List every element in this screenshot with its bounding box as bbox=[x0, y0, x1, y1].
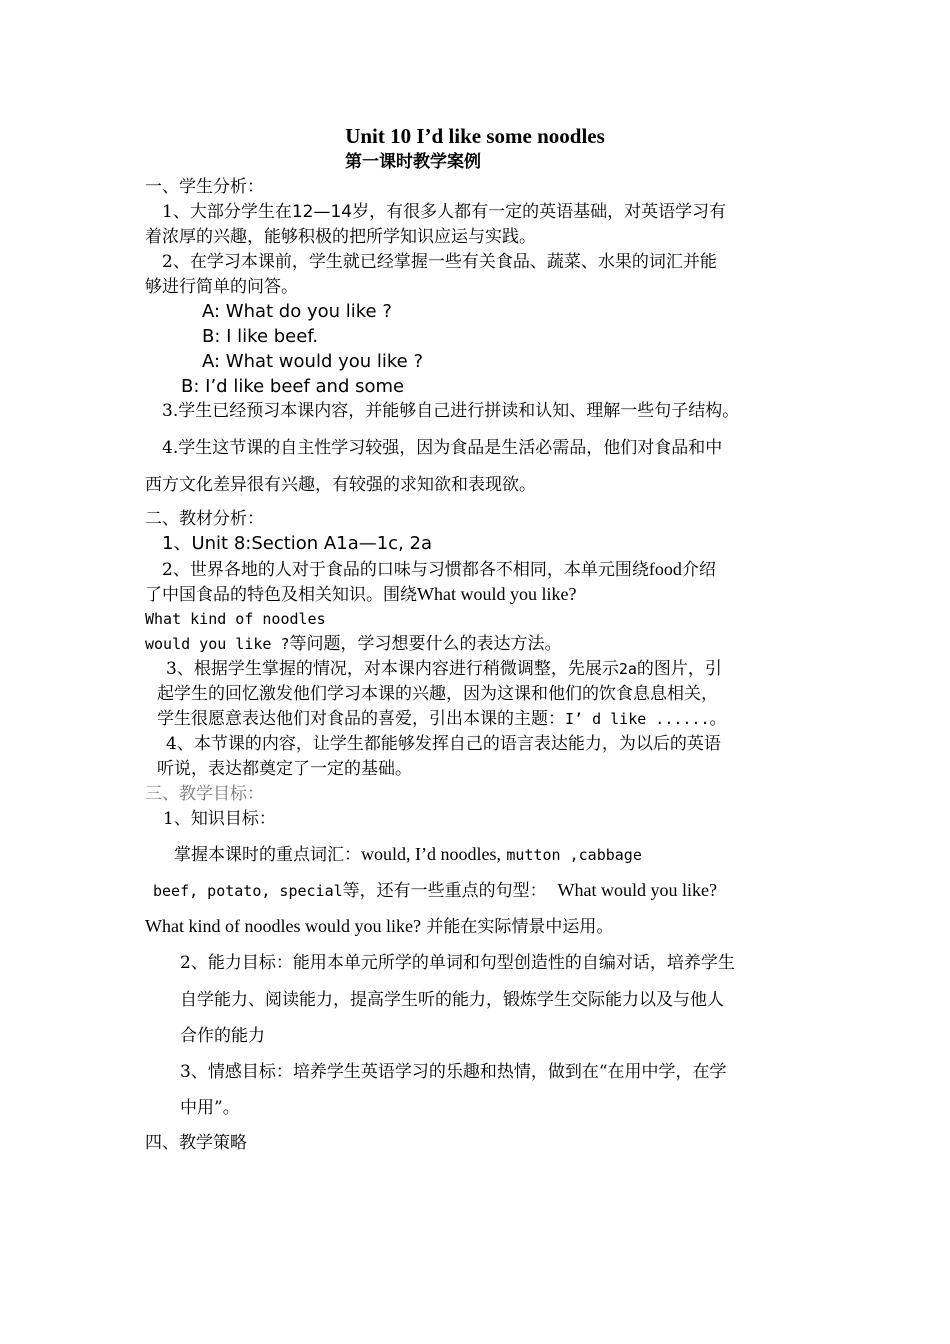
knowledge-goal-line-3: What kind of noodles would you like? 并能在实际情景中运用。 bbox=[145, 916, 614, 937]
s1-para-3: 3.学生已经预习本课内容，并能够自己进行拼读和认知、理解一些句子结构。 bbox=[162, 401, 740, 421]
emotion-goal-line-2: 中用”。 bbox=[180, 1098, 240, 1118]
section-4-heading: 四、教学策略 bbox=[145, 1133, 247, 1153]
dialogue-line-3: A: What would you like ? bbox=[202, 351, 424, 372]
s1-para-1-line-1: 1、大部分学生在12—14岁，有很多人都有一定的英语基础，对英语学习有 bbox=[162, 202, 727, 222]
knowledge-goal-line-2: beef, potato, special等，还有一些重点的句型： What would you like? bbox=[153, 880, 717, 901]
s1-para-1-line-2: 着浓厚的兴趣，能够积极的把所学知识应运与实践。 bbox=[145, 227, 536, 247]
s1-para-2-line-2: 够进行简单的问答。 bbox=[145, 277, 298, 297]
dialogue-line-4: B: I’d like beef and some bbox=[181, 376, 405, 397]
ability-goal-line-2: 自学能力、阅读能力，提高学生听的能力，锻炼学生交际能力以及与他人 bbox=[180, 990, 724, 1010]
doc-title: Unit 10 I’d like some noodles bbox=[345, 124, 605, 148]
s2-para-2-line-2: 了中国食品的特色及相关知识。围绕What would you like? bbox=[145, 584, 577, 605]
s2-para-2-line-1: 2、世界各地的人对于食品的口味与习惯都各不相同，本单元围绕food介绍 bbox=[162, 559, 716, 580]
s1-para-4-line-1: 4.学生这节课的自主性学习较强，因为食品是生活必需品，他们对食品和中 bbox=[162, 438, 723, 458]
ability-goal-line-1: 2、能力目标：能用本单元所学的单词和句型创造性的自编对话，培养学生 bbox=[180, 953, 735, 973]
dialogue-line-1: A: What do you like ? bbox=[202, 301, 392, 322]
s2-para-3-line-1: 3、根据学生掌握的情况，对本课内容进行稍微调整，先展示2a的图片，引 bbox=[166, 659, 722, 679]
emotion-goal-line-1: 3、情感目标：培养学生英语学习的乐趣和热情，做到在“在用中学，在学 bbox=[180, 1062, 727, 1082]
s1-para-4-line-2: 西方文化差异很有兴趣，有较强的求知欲和表现欲。 bbox=[145, 475, 536, 495]
s2-para-3-line-3: 学生很愿意表达他们对食品的喜爱，引出本课的主题：I’ d like ......。 bbox=[157, 709, 727, 729]
s2-para-4-line-1: 4、本节课的内容，让学生都能够发挥自己的语言表达能力，为以后的英语 bbox=[166, 734, 721, 754]
doc-subtitle: 第一课时教学案例 bbox=[345, 152, 481, 172]
s2-para-2-line-4: would you like ?等问题，学习想要什么的表达方法。 bbox=[145, 634, 562, 654]
section-3-heading: 三、教学目标： bbox=[145, 784, 264, 804]
s2-para-4-line-2: 听说，表达都奠定了一定的基础。 bbox=[157, 759, 412, 779]
knowledge-goal-heading: 1、知识目标： bbox=[163, 809, 276, 829]
section-2-heading: 二、教材分析： bbox=[145, 509, 264, 529]
s1-para-2-line-1: 2、在学习本课前，学生就已经掌握一些有关食品、蔬菜、水果的词汇并能 bbox=[162, 252, 717, 272]
knowledge-goal-line-1: 掌握本课时的重点词汇：would, I’d noodles, mutton ,cabbage bbox=[174, 844, 642, 865]
s2-para-2-line-3: What kind of noodles bbox=[145, 610, 326, 628]
section-1-heading: 一、学生分析： bbox=[145, 177, 264, 197]
s2-para-1: 1、Unit 8:Section A1a—1c, 2a bbox=[162, 533, 432, 554]
dialogue-line-2: B: I like beef. bbox=[202, 326, 319, 347]
s2-para-3-line-2: 起学生的回忆激发他们学习本课的兴趣，因为这课和他们的饮食息息相关， bbox=[157, 684, 718, 704]
ability-goal-line-3: 合作的能力 bbox=[180, 1026, 265, 1046]
